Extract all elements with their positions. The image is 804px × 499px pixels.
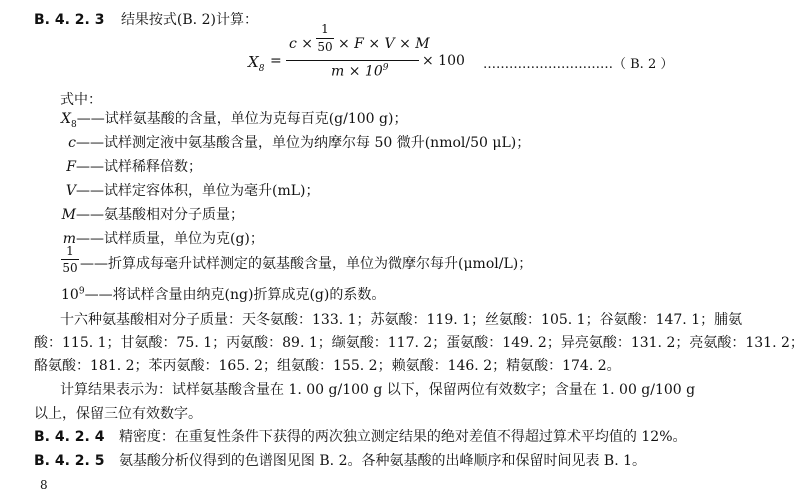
section-text: 结果按式(B. 2)计算： bbox=[120, 12, 258, 28]
section-text: 精密度：在重复性条件下获得的两次独立测定结果的绝对差值不得超过算术平均值的 12%。 bbox=[118, 429, 687, 445]
section-number: B. 4. 2. 4 bbox=[34, 429, 105, 445]
section-b424 bbox=[34, 426, 687, 446]
def-xs: $X_8——$试样氨基酸的含量，单位为克每百克(g/100 g)； bbox=[61, 111, 408, 130]
formula-num-frac-bar bbox=[316, 38, 334, 39]
page-number: 8 bbox=[40, 478, 48, 492]
def-frac-text: ——折算成每毫升试样测定的氨基酸含量，单位为微摩尔每升(μmol/L)； bbox=[80, 256, 533, 272]
section-number: B. 4. 2. 3 bbox=[34, 12, 105, 28]
formula-main-bar bbox=[286, 60, 419, 61]
def-mw: M——氨基酸相对分子质量； bbox=[61, 207, 244, 223]
mw-line-1: 十六种氨基酸相对分子质量：天冬氨酸：133. 1；苏氨酸：119. 1；丝氨酸：105. 1；谷氨酸：147. 1；脯氨 bbox=[60, 312, 743, 328]
formula-times100: × 100 bbox=[422, 53, 465, 69]
formula-num-c: c × bbox=[289, 36, 314, 52]
formula-num-rest: × F × V × M bbox=[338, 36, 430, 52]
result-line-2: 以上，保留三位有效数字。 bbox=[34, 406, 202, 422]
formula-num-frac-top: 1 bbox=[321, 22, 329, 36]
def-v: V——试样定容体积，单位为毫升(mL)； bbox=[65, 183, 320, 199]
mw-line-2: 酸：115. 1；甘氨酸：75. 1；丙氨酸：89. 1；缬氨酸：117. 2；蛋氨酸：149. 2；异亮氨酸：131. 2；亮氨酸：131. 2； bbox=[34, 335, 804, 351]
formula-lhs: $X_8$ bbox=[248, 53, 265, 74]
section-b423 bbox=[34, 9, 258, 29]
formula-label: …………………………（ B. 2 ） bbox=[483, 57, 674, 72]
formula-num-frac-bottom: 50 bbox=[317, 40, 333, 54]
def-frac-bottom: 50 bbox=[62, 261, 78, 275]
section-text: 氨基酸分析仪得到的色谱图见图 B. 2。各种氨基酸的出峰顺序和保留时间见表 B. 1。 bbox=[118, 453, 647, 469]
def-frac-bar bbox=[61, 259, 79, 260]
section-b425 bbox=[34, 450, 646, 470]
def-m: m——试样质量，单位为克(g)； bbox=[62, 231, 264, 247]
def-pow: $10^9——$将试样含量由纳克(ng)折算成克(g)的系数。 bbox=[61, 286, 386, 303]
section-number: B. 4. 2. 5 bbox=[34, 453, 105, 469]
result-line-1: 计算结果表示为：试样氨基酸含量在 1. 00 g/100 g 以下，保留两位有效数字；含量在 1. 00 g/100 g bbox=[60, 382, 696, 398]
def-c: c——试样测定液中氨基酸含量，单位为纳摩尔每 50 微升(nmol/50 μL)； bbox=[68, 135, 531, 151]
where-label: 式中： bbox=[60, 92, 102, 108]
formula-den: $m \times 10^9$ bbox=[331, 63, 389, 80]
def-frac-top: 1 bbox=[66, 244, 74, 258]
def-f: F——试样稀释倍数； bbox=[66, 159, 202, 175]
formula-equals: = bbox=[270, 53, 282, 69]
mw-line-3: 酪氨酸：181. 2；苯丙氨酸：165. 2；组氨酸：155. 2；赖氨酸：146. 2；精氨酸：174. 2。 bbox=[34, 358, 621, 374]
